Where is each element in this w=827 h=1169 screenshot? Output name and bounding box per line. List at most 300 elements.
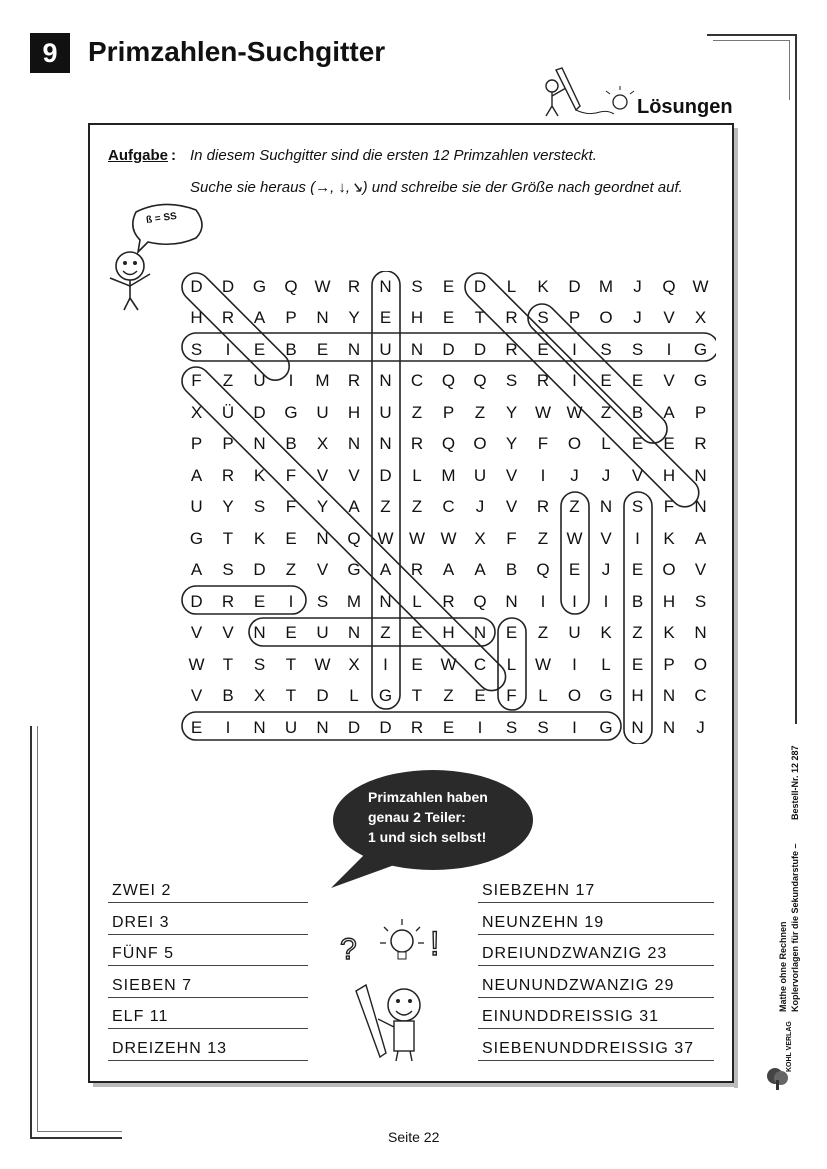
frame-line-left: [30, 726, 32, 1138]
grid-cell: P: [222, 434, 234, 453]
grid-cell: R: [410, 717, 424, 737]
svg-text:?: ?: [340, 933, 357, 966]
grid-cell: R: [221, 308, 235, 327]
grid-cell: N: [253, 434, 266, 453]
grid-cell: N: [379, 371, 392, 390]
grid-cell: N: [379, 591, 392, 611]
grid-cell: G: [693, 371, 708, 390]
grid-cell: Q: [473, 371, 487, 390]
grid-cell: E: [568, 560, 581, 579]
grid-cell: B: [285, 339, 297, 359]
answer-line: [108, 934, 308, 935]
grid-cell: A: [442, 560, 455, 579]
grid-cell: K: [537, 276, 549, 296]
grid-cell: U: [379, 402, 392, 422]
grid-cell: A: [253, 308, 266, 327]
grid-cell: E: [631, 654, 644, 674]
grid-cell: W: [534, 402, 552, 422]
grid-cell: V: [190, 623, 203, 642]
grid-cell: E: [411, 623, 423, 642]
grid-cell: E: [442, 308, 455, 327]
grid-cell: D: [253, 402, 266, 422]
grid-cell: L: [601, 434, 611, 453]
frame-line-bottom-inner: [37, 1131, 122, 1132]
grid-cell: T: [411, 686, 423, 705]
grid-cell: P: [190, 434, 203, 453]
grid-cell: E: [253, 339, 266, 359]
grid-cell: D: [379, 465, 392, 485]
grid-cell: S: [505, 371, 518, 390]
grid-cell: S: [505, 717, 518, 737]
grid-cell: I: [635, 528, 640, 548]
grid-cell: Y: [505, 402, 518, 422]
answer-entry: DREIUNDZWANZIG 23: [482, 945, 668, 962]
grid-cell: S: [190, 339, 203, 359]
answer-entry: FÜNF 5: [112, 945, 174, 962]
grid-cell: Z: [443, 686, 454, 705]
grid-cell: F: [506, 686, 517, 705]
answer-line: [108, 997, 308, 998]
grid-cell: V: [505, 465, 518, 485]
grid-cell: I: [477, 717, 483, 737]
outline-fuenf: [181, 271, 295, 386]
grid-cell: Q: [441, 371, 456, 390]
grid-cell: W: [314, 276, 331, 296]
sidebar-series: Koplervorlagen für die Sekundarstufe –: [790, 843, 800, 1012]
grid-cell: N: [316, 717, 329, 737]
grid-cell: A: [348, 497, 360, 516]
grid-cell: L: [506, 276, 517, 296]
grid-cell: B: [631, 402, 644, 422]
grid-cell: U: [284, 717, 298, 737]
grid-cell: T: [285, 654, 297, 674]
grid-cell: D: [253, 560, 266, 579]
frame-line-left-inner: [37, 726, 38, 1132]
grid-cell: O: [662, 560, 676, 579]
grid-cell: W: [377, 528, 394, 548]
grid-cell: C: [410, 371, 424, 390]
outline-drei: [182, 586, 306, 614]
grid-cell: S: [694, 591, 707, 611]
grid-cell: D: [473, 276, 487, 296]
answer-entry: SIEBZEHN 17: [482, 882, 596, 899]
grid-cell: W: [188, 654, 205, 674]
grid-cell: X: [348, 654, 360, 674]
grid-cell: U: [316, 623, 329, 642]
grid-cell: V: [348, 465, 360, 485]
grid-cell: P: [694, 402, 707, 422]
grid-cell: C: [694, 686, 707, 705]
grid-cell: X: [474, 528, 486, 548]
grid-cell: V: [505, 497, 518, 516]
exercise-number-badge: [30, 33, 70, 73]
grid-cell: O: [599, 308, 613, 327]
grid-cell: R: [410, 434, 424, 453]
grid-cell: Z: [632, 623, 643, 642]
grid-cell: N: [410, 339, 424, 359]
grid-cell: F: [285, 465, 297, 485]
answer-line: [478, 1028, 714, 1029]
pencil-mascot-icon: [540, 66, 635, 121]
grid-cell: F: [537, 434, 549, 453]
page-title: Primzahlen-Suchgitter: [88, 36, 386, 67]
grid-cell: S: [253, 654, 266, 674]
grid-cell: R: [347, 276, 361, 296]
grid-cell: G: [599, 717, 613, 737]
grid-cell: D: [190, 591, 203, 611]
grid-cell: Y: [505, 434, 518, 453]
grid-cell: L: [412, 591, 422, 611]
grid-cell: W: [314, 654, 331, 674]
grid-cell: U: [316, 402, 329, 422]
outline-elf: [498, 618, 526, 710]
grid-cell: X: [316, 434, 329, 453]
grid-cell: I: [288, 371, 294, 390]
grid-cell: G: [347, 560, 361, 579]
grid-cell: N: [379, 434, 392, 453]
grid-cell: H: [442, 623, 455, 642]
grid-cell: S: [253, 497, 266, 516]
grid-cell: E: [631, 434, 644, 453]
grid-cell: E: [631, 371, 644, 390]
grid-cell: Z: [285, 560, 297, 579]
solution-outlines: [181, 271, 716, 744]
grid-cell: R: [410, 560, 424, 579]
answer-entry: NEUNUNDZWANZIG 29: [482, 976, 675, 994]
grid-cell: V: [663, 308, 675, 327]
grid-cell: A: [663, 402, 675, 422]
grid-cell: O: [693, 654, 708, 674]
grid-cell: I: [383, 654, 388, 674]
grid-cell: I: [225, 717, 231, 737]
outline-siebenunddreissig: [182, 333, 716, 361]
grid-cell: W: [692, 276, 709, 296]
frame-shadow-right: [734, 128, 738, 1088]
grid-cell: Z: [222, 371, 234, 390]
grid-cell: V: [694, 560, 707, 579]
sidebar-order-number: Bestell-Nr. 12 287: [790, 745, 800, 820]
grid-cell: L: [412, 465, 422, 485]
task-instruction-line-1: In diesem Suchgitter sind die ersten 12 Primzahlen versteckt.: [190, 147, 597, 164]
grid-cell: E: [474, 686, 486, 705]
grid-cell: D: [442, 339, 455, 359]
grid-cell: D: [221, 276, 235, 296]
answer-entry: ELF 11: [112, 1008, 169, 1025]
grid-cell: K: [253, 465, 266, 485]
grid-cell: D: [568, 276, 581, 296]
grid-cell: J: [570, 465, 579, 485]
grid-cell: J: [633, 276, 642, 296]
grid-cell: T: [285, 686, 297, 705]
grid-cell: R: [221, 591, 235, 611]
grid-cell: N: [662, 717, 676, 737]
answer-line: [108, 1060, 308, 1061]
answer-entry: SIEBENUNDDREISSIG 37: [482, 1039, 695, 1057]
grid-cell: F: [663, 497, 675, 516]
answer-line: [478, 934, 714, 935]
outline-neunundzwanzig: [372, 271, 400, 709]
answer-entry: DREI 3: [112, 913, 170, 931]
grid-cell: H: [410, 308, 424, 327]
grid-cell: K: [663, 623, 675, 642]
grid-cell: E: [663, 434, 675, 453]
grid-cell: E: [253, 591, 266, 611]
grid-cell: G: [599, 686, 613, 705]
grid-cell: O: [567, 434, 582, 453]
grid-cell: E: [537, 339, 549, 359]
grid-cell: H: [662, 465, 676, 485]
grid-cell: G: [252, 276, 267, 296]
grid-cell: F: [506, 528, 517, 548]
grid-cell: L: [506, 654, 517, 674]
grid-cell: Q: [441, 434, 456, 453]
grid-cell: O: [473, 434, 487, 453]
grid-cell: I: [540, 591, 546, 611]
grid-cell: Z: [380, 623, 391, 642]
grid-cell: I: [603, 591, 609, 611]
speech-bubble-text: [368, 787, 528, 847]
outline-siebzehn: [624, 492, 652, 744]
solutions-label: Lösungen: [637, 96, 733, 118]
answer-line: [478, 902, 714, 903]
grid-cell: A: [474, 560, 486, 579]
grid-cell: P: [568, 308, 581, 327]
frame-line-right: [795, 34, 797, 724]
outline-einunddreissig: [182, 712, 621, 740]
answer-line: [478, 1060, 714, 1061]
grid-cell: S: [600, 339, 612, 359]
grid-cell: D: [473, 339, 487, 359]
grid-cell: I: [666, 339, 672, 359]
frame-shadow-bottom: [93, 1083, 738, 1087]
grid-cell: J: [601, 560, 611, 579]
grid-cell: U: [473, 465, 487, 485]
grid-cell: I: [540, 465, 546, 485]
answer-entry: NEUNZEHN 19: [482, 913, 605, 931]
grid-cell: R: [694, 434, 707, 453]
speech-line-1: Primzahlen haben: [368, 789, 488, 805]
grid-cell: N: [694, 497, 707, 516]
answer-entry: EINUNDDREISSIG 31: [482, 1008, 660, 1025]
grid-cell: T: [222, 654, 234, 674]
grid-cell: F: [191, 371, 202, 390]
grid-cell: Q: [347, 528, 361, 548]
grid-cell: Y: [348, 308, 360, 327]
thinking-mascot-icon: [336, 915, 466, 1063]
grid-cell: E: [600, 371, 612, 390]
grid-cell: R: [536, 371, 550, 390]
task-colon: :: [171, 147, 176, 164]
sidebar-publisher: KOHL VERLAG: [786, 1021, 793, 1072]
grid-cell: C: [442, 497, 455, 516]
grid-cell: D: [379, 717, 392, 737]
answer-line: [108, 965, 308, 966]
outline-zwei: [561, 492, 589, 614]
grid-cell: O: [567, 686, 582, 705]
grid-cell: Y: [222, 497, 234, 516]
grid-cell: V: [190, 686, 203, 705]
grid-cell: S: [222, 560, 234, 579]
grid-cell: A: [190, 465, 203, 485]
grid-cell: P: [663, 654, 675, 674]
grid-cell: M: [315, 371, 330, 390]
grid-cell: T: [222, 528, 234, 548]
grid-cell: S: [537, 717, 549, 737]
grid-cell: N: [253, 717, 266, 737]
grid-cell: W: [440, 528, 457, 548]
mascot-bubble-text: ß = SS: [145, 210, 178, 227]
grid-cell: N: [347, 434, 361, 453]
grid-cell: M: [598, 276, 614, 296]
grid-cell: J: [633, 308, 642, 327]
grid-cell: F: [285, 497, 297, 516]
grid-cell: I: [572, 717, 577, 737]
grid-cell: P: [285, 308, 297, 327]
grid-cell: J: [475, 497, 485, 516]
grid-cell: Z: [411, 497, 423, 516]
grid-cell: R: [221, 465, 235, 485]
grid-cell: V: [600, 528, 612, 548]
grid-cell: K: [663, 528, 675, 548]
grid-cell: A: [694, 528, 707, 548]
page-number: Seite 22: [388, 1129, 440, 1145]
grid-cell: G: [693, 339, 708, 359]
grid-cell: J: [601, 465, 611, 485]
grid-cell: Z: [537, 623, 549, 642]
grid-cell: N: [694, 465, 707, 485]
grid-cell: T: [474, 308, 486, 327]
grid-cell: K: [253, 528, 266, 548]
answer-entry: ZWEI 2: [112, 882, 172, 899]
grid-cell: I: [225, 339, 231, 359]
grid-cell: N: [316, 528, 329, 548]
frame-line-top: [707, 34, 795, 36]
grid-cell: Q: [536, 560, 550, 579]
grid-cell: E: [442, 717, 455, 737]
grid-cell: L: [538, 686, 548, 705]
grid-cell: Y: [316, 497, 329, 516]
grid-cell: B: [222, 686, 234, 705]
answer-entry: DREIZEHN 13: [112, 1039, 228, 1057]
outline-dreizehn: [459, 271, 704, 513]
grid-cell: M: [346, 591, 362, 611]
grid-cell: Ü: [221, 402, 235, 422]
grid-cell: N: [505, 591, 518, 611]
answer-entry: SIEBEN 7: [112, 976, 193, 994]
grid-cell: E: [505, 623, 518, 642]
grid-cell: N: [599, 497, 613, 516]
grid-cell: E: [631, 560, 644, 579]
grid-cell: Z: [600, 402, 612, 422]
grid-cell: H: [662, 591, 676, 611]
grid-cell: G: [189, 528, 204, 548]
grid-cell: I: [572, 654, 577, 674]
grid-cell: E: [285, 528, 297, 548]
frame-line-top-inner: [713, 40, 789, 41]
grid-cell: M: [441, 465, 456, 485]
word-search-grid: [181, 271, 716, 744]
grid-cell: N: [379, 276, 392, 296]
grid-cell: H: [347, 402, 361, 422]
grid-cell: G: [378, 686, 393, 705]
grid-cell: N: [662, 686, 676, 705]
grid-cell: V: [222, 623, 234, 642]
grid-cell: V: [316, 560, 329, 579]
grid-cell: U: [253, 371, 266, 390]
grid-cell: U: [568, 623, 581, 642]
grid-cell: P: [442, 402, 455, 422]
grid-cell: A: [379, 560, 392, 579]
grid-cell: W: [566, 528, 583, 548]
grid-cell: N: [316, 308, 329, 327]
grid-cell: S: [631, 339, 644, 359]
grid-cell: E: [316, 339, 329, 359]
grid-cell: C: [473, 654, 487, 674]
grid-cell: E: [442, 276, 455, 296]
grid-cell: I: [288, 591, 294, 611]
frame-line-bottom: [30, 1137, 122, 1139]
answer-line: [108, 902, 308, 903]
grid-cell: U: [379, 339, 392, 359]
grid-cell: B: [631, 591, 644, 611]
grid-cell: S: [316, 591, 329, 611]
speech-line-3: 1 und sich selbst!: [368, 829, 487, 845]
grid-cell: D: [347, 717, 361, 737]
grid-cell: X: [190, 402, 203, 422]
grid-cell: I: [572, 591, 577, 611]
grid-cell: H: [631, 686, 644, 705]
grid-cell: V: [316, 465, 329, 485]
grid-cell: Z: [537, 528, 549, 548]
answer-line: [478, 997, 714, 998]
grid-cell: R: [505, 339, 518, 359]
grid-cell: E: [379, 308, 392, 327]
grid-cell: N: [347, 623, 361, 642]
task-instruction-line-2: Suche sie heraus (→, ↓,↘) und schreibe sie der Größe nach geordnet auf.: [190, 179, 683, 196]
grid-cell: N: [347, 339, 361, 359]
grid-cell: W: [440, 654, 457, 674]
task-label: Aufgabe: [108, 147, 168, 164]
grid-cell: I: [572, 339, 577, 359]
sidebar-book-title: Mathe ohne Rechnen: [778, 921, 788, 1012]
frame-line-right-inner: [789, 40, 790, 100]
grid-cell: A: [190, 560, 203, 579]
grid-cell: N: [473, 623, 487, 642]
grid-cell: E: [285, 623, 297, 642]
grid-cell: B: [285, 434, 297, 453]
grid-cell: U: [190, 497, 203, 516]
grid-cell: S: [411, 276, 423, 296]
grid-cell: E: [411, 654, 423, 674]
svg-text:!: !: [430, 925, 440, 963]
grid-cell: Z: [474, 402, 486, 422]
grid-cell: N: [631, 717, 644, 737]
grid-cell: L: [349, 686, 359, 705]
grid-cell: Q: [662, 276, 676, 296]
grid-cell: E: [190, 717, 203, 737]
grid-cell: W: [566, 402, 583, 422]
grid-cell: R: [442, 591, 455, 611]
grid-cell: X: [253, 686, 266, 705]
grid-cell: H: [190, 308, 203, 327]
grid-cell: D: [190, 276, 203, 296]
grid-cell: W: [534, 654, 552, 674]
grid-cell: V: [631, 465, 644, 485]
grid-cell: I: [572, 371, 577, 390]
grid-cell: N: [253, 623, 266, 642]
grid-cell: Q: [284, 276, 298, 296]
grid-cell: L: [601, 654, 611, 674]
